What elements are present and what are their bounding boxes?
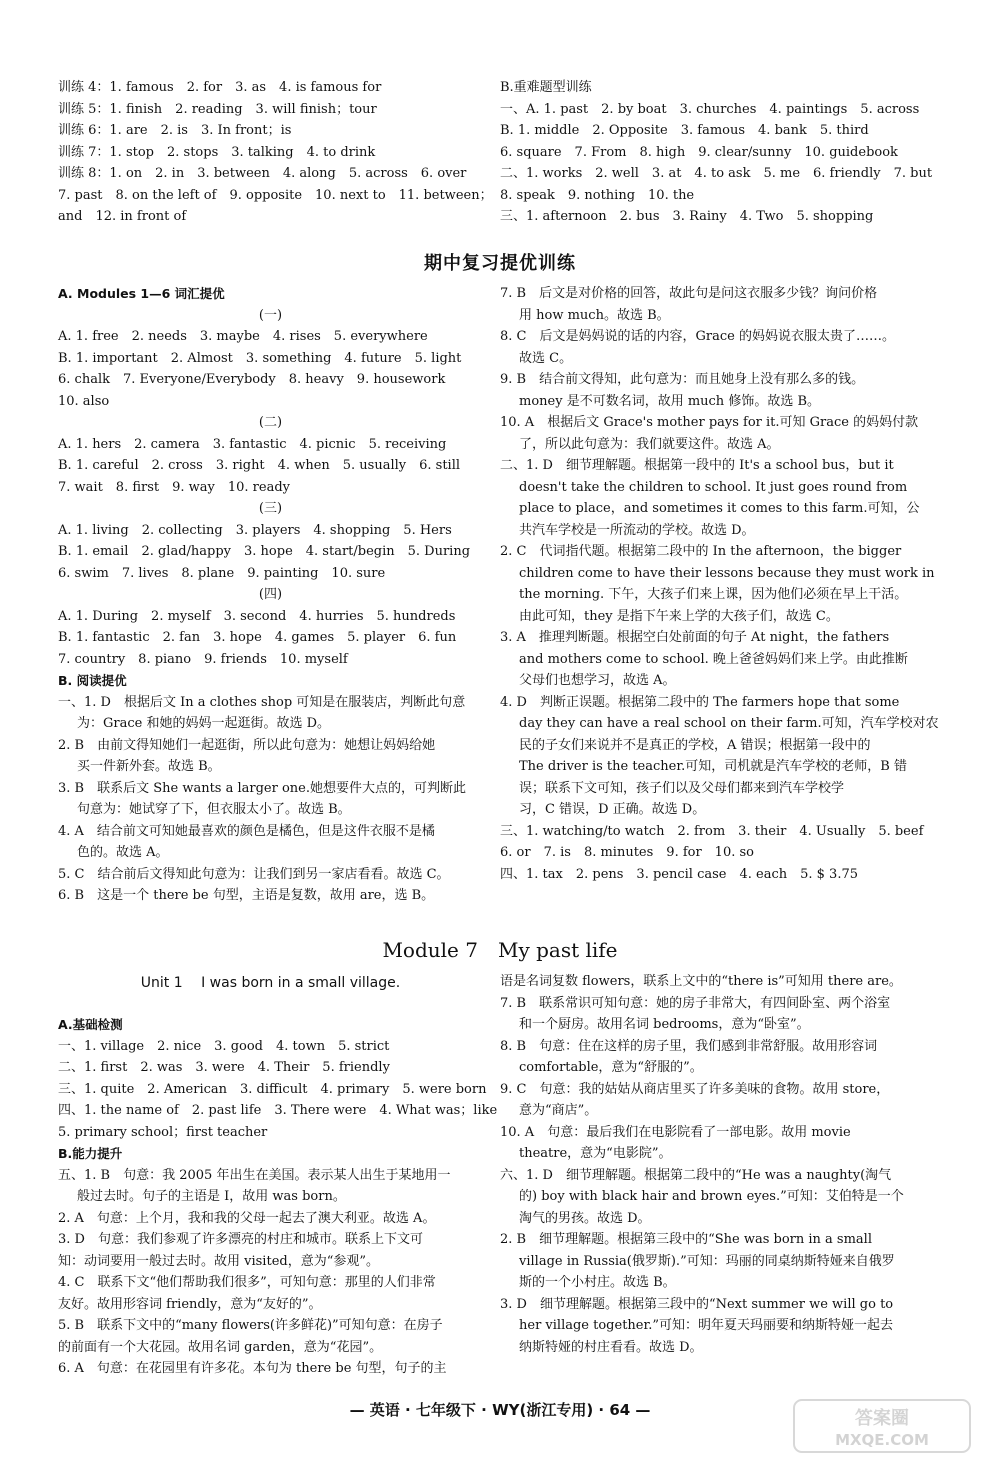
answer-line: B. 1. middle 2. Opposite 3. famous 4. bank 5. third xyxy=(500,123,869,138)
answer-line: 父母们也想学习，故选 A。 xyxy=(519,673,676,688)
answer-line: the morning. 下午，大孩子们来上课，因为他们必须在早上干活。 xyxy=(519,587,908,602)
answer-line: (一) xyxy=(258,307,283,323)
midterm-left-column xyxy=(58,283,483,907)
answer-line: 纳斯特娅的村庄看看。故选 D。 xyxy=(519,1339,703,1355)
answer-line: 2. C 代词指代题。根据第二段中的 In the afternoon，the bigger xyxy=(500,544,902,559)
answer-line: B. 阅读提优 xyxy=(58,673,127,688)
answer-line: 7. B 联系常识可知句意：她的房子非常大，有四间卧室、两个浴室 xyxy=(500,995,891,1011)
answer-line: 训练 7：1. stop 2. stops 3. talking 4. to drink xyxy=(58,144,376,160)
answer-line: 语是名词复数 flowers，联系上文中的“there is”可知用 there are。 xyxy=(500,974,902,989)
answer-line: 3. D 细节理解题。根据第三段中的“Next summer we will go to xyxy=(500,1296,894,1312)
answer-line: theatre，意为“电影院”。 xyxy=(519,1146,672,1161)
answer-line: 4. C 联系下文“他们帮助我们很多”，可知句意：那里的人们非常 xyxy=(58,1275,436,1290)
answer-line: B.重难题型训练 xyxy=(500,80,592,95)
answer-line: day they can have a real school on their farm.可知，汽车学校对农 xyxy=(519,716,939,731)
answer-line: 习，C 错误，D 正确。故选 D。 xyxy=(519,802,706,817)
answer-line: 8. C 后文是妈妈说的话的内容，Grace 的妈妈说衣服太贵了……。 xyxy=(500,329,895,344)
answer-line: A. 1. During 2. myself 3. second 4. hurries 5. hundreds xyxy=(58,608,456,624)
answer-line: 5. B 联系下文中的“many flowers(许多鲜花)”可知句意：在房子 xyxy=(58,1318,443,1333)
answer-line: 7. country 8. piano 9. friends 10. myself xyxy=(58,651,348,667)
answer-line: The driver is the teacher.可知，司机就是汽车学校的老师，B 错 xyxy=(519,759,907,774)
answer-line: B. 1. email 2. glad/happy 3. hope 4. start/begin 5. During xyxy=(58,544,471,559)
midterm-right-column xyxy=(500,283,939,885)
answer-line: 3. A 推理判断题。根据空白处前面的句子 At night，the fathers xyxy=(500,630,890,645)
answer-line: 二、1. works 2. well 3. at 4. to ask 5. me 6. friendly 7. but xyxy=(500,166,933,181)
answer-line: 用 how much。故选 B。 xyxy=(519,307,670,323)
answer-line: 淘气的男孩。故选 D。 xyxy=(519,1210,651,1226)
answer-line: 故选 C。 xyxy=(519,350,573,366)
answer-line: 三、1. watching/to watch 2. from 3. their 4. Usually 5. beef xyxy=(500,823,924,839)
answer-line: 训练 5：1. finish 2. reading 3. will finish；tour xyxy=(58,101,377,117)
answer-line: (二) xyxy=(258,415,283,430)
answer-line: 二、1. first 2. was 3. were 4. Their 5. friendly xyxy=(58,1060,390,1075)
answer-line: 友好。故用形容词 friendly，意为“友好的”。 xyxy=(58,1296,322,1312)
answer-line: B. 1. careful 2. cross 3. right 4. when 5. usually 6. still xyxy=(58,458,461,473)
answer-line: 误；联系下文可知，孩子们以及父母们都来到汽车学校学 xyxy=(519,780,845,796)
answer-line: A. 1. living 2. collecting 3. players 4. shopping 5. Hers xyxy=(58,522,452,538)
answer-line: children come to have their lessons because they must work in xyxy=(519,565,935,581)
module7-right-column xyxy=(500,971,925,1358)
answer-line: 9. C 句意：我的姑姑从商店里买了许多美味的食物。故用 store， xyxy=(500,1081,890,1097)
midterm-section-title: 期中复习提优训练 xyxy=(424,253,576,274)
answer-line: village in Russia(俄罗斯).”可知：玛丽的同桌纳斯特娅来自俄罗 xyxy=(519,1253,895,1269)
answer-line: 6. or 7. is 8. minutes 9. for 10. so xyxy=(500,845,754,860)
answer-line: 和一个厨房。故用名词 bedrooms，意为“卧室”。 xyxy=(519,1017,810,1032)
answer-line: 2. B 由前文得知她们一起逛街，所以此句意为：她想让妈妈给她 xyxy=(58,737,436,753)
answer-line: 6. chalk 7. Everyone/Everybody 8. heavy 9. housework xyxy=(58,372,446,387)
answer-line: 一、A. 1. past 2. by boat 3. churches 4. paintings 5. across xyxy=(500,101,920,117)
page-footer: — 英语 · 七年级下 · WY(浙江专用) · 64 — xyxy=(349,1401,651,1419)
answer-line: and mothers come to school. 晚上爸爸妈妈们来上学。由此推断 xyxy=(519,651,908,667)
answer-line: 训练 8：1. on 2. in 3. between 4. along 5. across 6. over xyxy=(58,166,467,181)
answer-line: 8. B 句意：住在这样的房子里，我们感到非常舒服。故用形容词 xyxy=(500,1038,878,1054)
answer-line: (四) xyxy=(258,587,283,602)
top-right-answers xyxy=(500,77,933,228)
answer-line: 的前面有一个大花园。故用名词 garden，意为“花园”。 xyxy=(58,1339,383,1355)
answer-line: 知：动词要用一般过去时。故用 visited，意为“参观”。 xyxy=(58,1253,379,1269)
answer-line: 4. A 结合前文可知她最喜欢的颜色是橘色，但是这件衣服不是橘 xyxy=(58,823,435,839)
answer-line: 训练 4：1. famous 2. for 3. as 4. is famous for xyxy=(58,80,382,95)
answer-line: B. 1. fantastic 2. fan 3. hope 4. games 5. player 6. fun xyxy=(58,630,457,645)
answer-line: 由此可知，they 是指下午来上学的大孩子们，故选 C。 xyxy=(519,608,839,624)
answer-line: 般过去时。句子的主语是 I，故用 was born。 xyxy=(77,1189,346,1204)
answer-line: 10. also xyxy=(58,393,110,409)
answer-line: 四、1. the name of 2. past life 3. There were 4. What was；like xyxy=(58,1103,498,1118)
answer-line: 10. A 根据后文 Grace's mother pays for it.可知 Grace 的妈妈付款 xyxy=(500,415,919,430)
answer-line: A. 1. free 2. needs 3. maybe 4. rises 5. everywhere xyxy=(58,329,428,344)
answer-line: 共汽车学校是一所流动的学校。故选 D。 xyxy=(519,522,755,538)
answer-line: and 12. in front of xyxy=(58,209,187,224)
answer-line: 的) boy with black hair and brown eyes.”可知：艾伯特是一个 xyxy=(519,1189,904,1204)
answer-line: 民的子女们来说并不是真正的学校，A 错误；根据第一段中的 xyxy=(519,737,871,753)
unit-title: Unit 1 I was born in a small village. xyxy=(140,975,401,991)
answer-line: A. Modules 1—6 词汇提优 xyxy=(58,286,225,301)
answer-line: 8. speak 9. nothing 10. the xyxy=(500,187,695,203)
answer-line: her village together.”可知：明年夏天玛丽要和纳斯特娅一起去 xyxy=(519,1318,894,1333)
answer-line: B.能力提升 xyxy=(58,1146,123,1161)
answer-line: 6. A 句意：在花园里有许多花。本句为 there be 句型，句子的主 xyxy=(58,1361,447,1376)
answer-line: 二、1. D 细节理解题。根据第一段中的 It's a school bus，but it xyxy=(500,458,894,473)
answer-line: place to place，and sometimes it comes to this farm.可知，公 xyxy=(519,501,920,516)
answer-line: 2. A 句意：上个月，我和我的父母一起去了澳大利亚。故选 A。 xyxy=(58,1210,436,1226)
answer-line: 了，所以此句意为：我们就要这件。故选 A。 xyxy=(519,436,780,452)
answer-line: 5. C 结合前后文得知此句意为：让我们到另一家店看看。故选 C。 xyxy=(58,866,450,882)
module7-left-column xyxy=(58,1014,498,1380)
answer-line: 10. A 句意：最后我们在电影院看了一部电影。故用 movie xyxy=(500,1124,851,1140)
answer-line: 为：Grace 和她的妈妈一起逛街。故选 D。 xyxy=(77,716,331,731)
answer-line: 六、1. D 细节理解题。根据第二段中的“He was a naughty(淘气 xyxy=(500,1167,892,1183)
answer-line: 9. B 结合前文得知，此句意为：而且她身上没有那么多的钱。 xyxy=(500,372,865,387)
answer-line: 3. B 联系后文 She wants a larger one.她想要件大点的，可判断此 xyxy=(58,780,466,796)
answer-line: 7. wait 8. first 9. way 10. ready xyxy=(58,479,291,495)
answer-line: (三) xyxy=(258,501,283,516)
top-left-answers xyxy=(58,77,493,228)
answer-line: 斯的一个小村庄。故选 B。 xyxy=(519,1275,676,1290)
answer-line: comfortable，意为“舒服的”。 xyxy=(519,1060,703,1075)
answer-line: money 是不可数名词，故用 much 修饰。故选 B。 xyxy=(519,393,820,409)
answer-line: 4. D 判断正误题。根据第二段中的 The farmers hope that some xyxy=(500,694,900,710)
module-title: Module 7 My past life xyxy=(382,938,618,962)
answer-line: 6. swim 7. lives 8. plane 9. painting 10. sure xyxy=(58,565,386,581)
answer-line: 7. B 后文是对价格的回答，故此句是问这衣服多少钱？询问价格 xyxy=(500,286,878,301)
answer-line: 句意为：她试穿了下，但衣服太小了。故选 B。 xyxy=(77,802,351,817)
answer-line: doesn't take the children to school. It just goes round from xyxy=(519,479,908,495)
answer-line: 6. B 这是一个 there be 句型，主语是复数，故用 are，选 B。 xyxy=(58,888,435,903)
answer-line: 一、1. village 2. nice 3. good 4. town 5. strict xyxy=(58,1038,390,1054)
answer-line: 买一件新外套。故选 B。 xyxy=(77,759,221,774)
answer-line: 7. past 8. on the left of 9. opposite 10. next to 11. between； xyxy=(58,187,493,203)
answer-line: B. 1. important 2. Almost 3. something 4. future 5. light xyxy=(58,350,462,366)
answer-line: A.基础检测 xyxy=(58,1017,123,1032)
answer-line: 6. square 7. From 8. high 9. clear/sunny 10. guidebook xyxy=(500,144,898,160)
answer-line: 五、1. B 句意：我 2005 年出生在美国。表示某人出生于某地用一 xyxy=(58,1167,451,1183)
answer-line: 三、1. afternoon 2. bus 3. Rainy 4. Two 5. shopping xyxy=(500,209,874,224)
answer-line: 2. B 细节理解题。根据第三段中的“She was born in a small xyxy=(500,1232,872,1247)
answer-line: 三、1. quite 2. American 3. difficult 4. primary 5. were born xyxy=(58,1081,487,1097)
svg-text:MXQE.COM: MXQE.COM xyxy=(835,1431,929,1449)
watermark-logo xyxy=(792,1398,972,1454)
answer-line: 训练 6：1. are 2. is 3. In front；is xyxy=(58,123,292,138)
answer-line: 5. primary school；first teacher xyxy=(58,1124,268,1140)
answer-line: A. 1. hers 2. camera 3. fantastic 4. picnic 5. receiving xyxy=(58,436,447,452)
answer-line: 色的。故选 A。 xyxy=(77,845,169,860)
answer-line: 意为“商店”。 xyxy=(519,1103,598,1118)
svg-text:答案圈: 答案圈 xyxy=(855,1408,909,1429)
answer-line: 一、1. D 根据后文 In a clothes shop 可知是在服装店，判断此句意 xyxy=(58,694,466,710)
answer-line: 3. D 句意：我们参观了许多漂亮的村庄和城市。联系上下文可 xyxy=(58,1232,423,1247)
answer-line: 四、1. tax 2. pens 3. pencil case 4. each 5. $ 3.75 xyxy=(500,866,859,882)
